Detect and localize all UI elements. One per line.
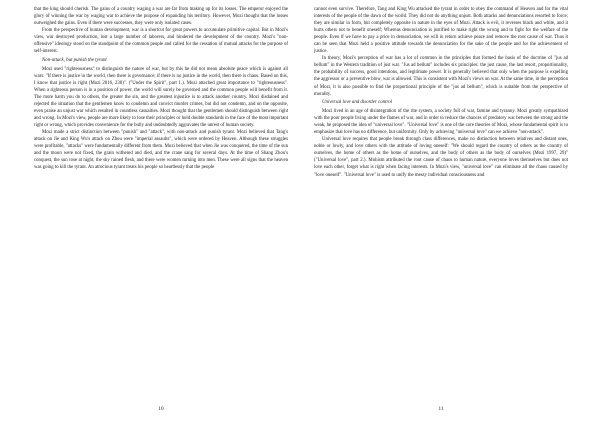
left-page-number: 10 [158,406,164,412]
right-page [314,6,568,414]
right-page-text [314,6,568,179]
paragraph: that the king should cherish. The gains of a country waging a war are far from making up for its losses. The emperor enjoyed the glory of winning the war by waging war to achieve the purpose of expanding his territory. However, Mozi thought that the losses outweighed the gains. Even if there were successes, they were only isolated cases. [34,7,288,27]
right-page-number: 11 [438,406,444,412]
paragraph: Mozi lived in an age of disintegration of the rite system, a society full of war, famine and tyranny. Mozi greatly sympathized with the poor people living under the flames of war, and in order to reduce the chances of predatory war between the strong and the weak, he proposed the idea of "universal love". "Universal love" is one of the core theories of Mozi, whose fundamental spirit is to emphasize that love has no difference, but uniformity. Only by achieving "universal love" can we achieve "non-attack". [314,109,568,136]
paragraph: cannot even survive. Therefore, Tang and King Wu attacked the tyrant in order to obey the command of Heaven and for the vital interests of the people of the dawn of the world. They did not do anything unjust. Both attacks and denunciations resorted to force; they are similar in form, but completely opposite in nature in the eyes of Mozi. Attack is evil, it reverses black and white, and it hurts others not to benefit oneself; Whereas denunciation is justified to make right the wrong and to fight for the welfare of the people. Even if we have to pay a price in denunciation, we will in return achieve peace and remove the root cause of war. Thus it can be seen that Mozi held a positive attitude towards the denunciation for the sake of the people and for the achievement of justice. [314,7,568,55]
section-heading: Non-attack, but punish the tyrant [42,57,107,63]
section-heading: Universal love and disorder control [322,100,392,106]
paragraph: Mozi used "righteousness" to distinguish the nature of war, but by this he did not mean absolute peace which is against all wars: "If there is justice in the world, then there is governance; if there is no justice in the world, then there is chaos. Based on this, I know that justice is right (Mozi 2016, 238)". ("Under the Spirit", part 1.). Mozi attached great importance to "righteousness". When a righteous person is in a position of power, the world will surely be governed and the common people will benefit from it. The more harm you do to others, the greater the sin, and the greatest injustice is to attack another country. Mozi disdained and rejected the situation that the gentlemen know to condemn and convict murder crimes, but did not condemn, and on the opposite, even praise an unjust war which resulted in countless casualties. Mozi thought that the gentlemen should distinguish between right and wrong. In Mozi's view, people are more likely to lose their principles or hold double standards in the face of the most important right or wrong, which provides convenience for the bully and undoubtedly aggravates the unrest of human society. [34,66,288,129]
left-page-text [34,6,288,172]
paragraph: Mozi made a strict distinction between "punish" and "attack", with non-attack and punish tyrant. Mozi believed that Tang's attack on Jie and King Wu's attack on Zhou were "imperial assaults", which were ordered by Heaven. Although these struggles were profitable, "attacks" were fundamentally different from them. Mozi believed that when Jie was conquered, the time of the sun and the moon were not fixed, the grain withered and died, and the crane sang for several days. At the time of Shang Zhou's conquest, the sun rose at night, the sky rained flesh, and there were women turning into men. These were all signs that the heaven was going to kill the tyrant. An atrocious tyrant treats his people so heartlessly that the people [34,130,288,171]
left-page [34,6,288,414]
paragraph: Universal love requires that people break through class differences, make no distinction between relatives and distant ones, noble or lowly, and love others with the attitude of loving oneself: "We should regard the country of others as the country of ourselves, the home of others as the home of ourselves, and the body of others as the body of ourselves (Mozi 1997, 29)" ("Universal love", part 2.). Mohism attributed the root cause of chaos to human nature, everyone loves themselves but does not love each other, forget what is right when facing interests. In Mozi's view, "universal love" can eliminate all the chaos caused by "love oneself". "Universal love" is used to unify the messy individual consciousness and [314,137,568,178]
paragraph: In theory, Mozi's perception of war has a lot of common in the principles that formed the basis of the doctrine of "jus ad bellum" in the Western tradition of just war. "Jus ad bellum" includes six principles: the just cause, the last resort, proportionality, the probability of success, good intentions, and legitimate power. It is generally believed that only when the purpose is expelling the aggressor or a preventive blow, war is allowed. This is consistent with Mozi's views on war. At the same time, in the perception of Mozi, it is also possible to find the proportional principle of the "jus ad bellum", which is suitable from the perspective of morality. [314,56,568,97]
paragraph: From the perspective of human development, war is a shortcut for great powers to accumulate primitive capital. But in Mozi's view, war destroyed production, lost a large number of laborers, and hindered the development of the country. Mozi's "non-offensive" ideology stood on the standpoint of the common people and called for the cessation of mutual attacks for the purpose of self-interest. [34,28,288,55]
